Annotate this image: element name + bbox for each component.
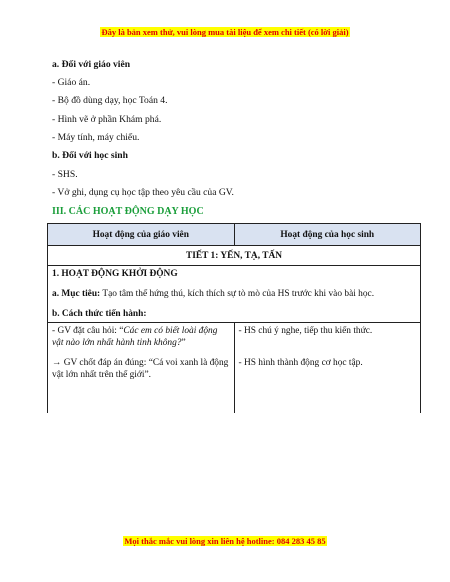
teacher-item: - Hình vẽ ở phần Khám phá.	[52, 114, 162, 125]
activity-info-row	[48, 266, 421, 323]
teacher-item: - Giáo án.	[52, 77, 91, 88]
activity-title: 1. HOẠT ĐỘNG KHỞI ĐỘNG	[52, 269, 178, 279]
student-item: - SHS.	[52, 169, 78, 180]
method-label: b. Cách thức tiến hành:	[52, 309, 147, 319]
goal-text: Tạo tâm thế hứng thú, kích thích sự tò mò của HS trước khi vào bài học.	[100, 289, 375, 299]
section-title: III. CÁC HOẠT ĐỘNG DẠY HỌC	[52, 206, 204, 217]
activity-info	[48, 266, 421, 323]
column-header-teacher: Hoạt động của giáo viên	[48, 224, 235, 246]
student-item: - Vở ghi, dụng cụ học tập theo yêu cầu của GV.	[52, 187, 234, 198]
goal-label: a. Mục tiêu:	[52, 289, 101, 299]
preview-notice: Đây là bản xem thử, vui lòng mua tài liệu để xem chi tiết (có lời giải)	[101, 27, 349, 37]
student-response: - HS hình thành động cơ học tập.	[238, 358, 363, 368]
goal-paragraph	[52, 288, 416, 300]
teacher-answer: → GV chốt đáp án đúng: “Cá voi xanh là động vật lớn nhất trên thế giới”.	[52, 358, 229, 380]
teacher-question: - GV đặt câu hỏi: “Các em có biết loài động vật nào lớn nhất hành tinh không?”	[52, 326, 218, 348]
activities-table	[47, 223, 421, 413]
lesson-title: TIẾT 1: YẾN, TẠ, TẤN	[48, 246, 421, 266]
table-header-row	[48, 224, 421, 246]
teacher-activity-cell	[48, 323, 235, 414]
student-heading: b. Đối với học sinh	[52, 150, 128, 161]
teacher-item: - Máy tính, máy chiếu.	[52, 132, 140, 143]
student-activity-cell	[234, 323, 421, 414]
teacher-item: - Bộ đồ dùng dạy, học Toán 4.	[52, 95, 168, 106]
teacher-heading: a. Đối với giáo viên	[52, 59, 131, 70]
lesson-title-row	[48, 246, 421, 266]
activity-detail-row	[48, 323, 421, 414]
hotline-notice: Mọi thắc mắc vui lòng xin liên hệ hotline: 084 283 45 85	[124, 536, 326, 546]
student-response: - HS chú ý nghe, tiếp thu kiến thức.	[238, 326, 373, 336]
column-header-student: Hoạt động của học sinh	[234, 224, 421, 246]
